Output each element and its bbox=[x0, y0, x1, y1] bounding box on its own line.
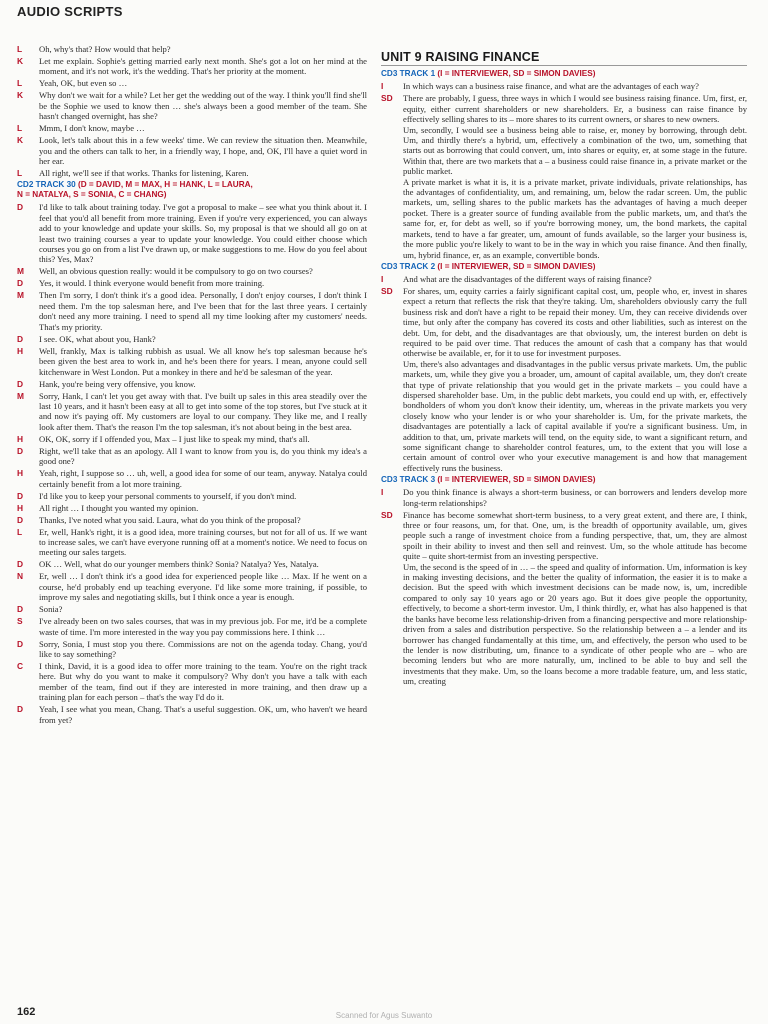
speaker-label: L bbox=[17, 44, 23, 54]
dialogue-text: Well, an obvious question really: would it be compulsory to go on two courses? bbox=[39, 266, 313, 277]
title-rule bbox=[381, 65, 747, 66]
dialogue-text: Why don't we wait for a while? Let her get the wedding out of the way. I think you'll find she'll be the Sophie we used to know then … she's always been a good member of the team. She hasn't changed overnight, has she? bbox=[39, 90, 367, 122]
dialogue-text: Yeah, OK, but even so … bbox=[39, 78, 128, 89]
unit-title: UNIT 9 RAISING FINANCE bbox=[381, 50, 540, 64]
paragraph: Finance has become somewhat short-term business, to a very great extent, and there are, I think, three or four reasons, um, for that. One, um, is the breadth of opportunity available, um, gives people such a range of investment choice from a funding perspective, that, um, they are almost spoilt in their ability to invest and then sell and reinvest. Um, so the whole attitude has become quite – quite short-termist from an investing perspective. bbox=[403, 509, 747, 562]
track-number: CD3 TRACK 3 bbox=[381, 475, 436, 485]
paragraph: Um, secondly, I would see a business being able to raise, er, money by borrowing, through debt. Um, and thirdly there's a hybrid, um, effectively a combination of the two, um, something that starts out as borrowing that could convert, um, into shares or equity, er, at some stage in the future. Within that, there are two markets that a – a business could raise finance in, a private market or the public market. bbox=[403, 124, 747, 177]
speaker-label: D bbox=[17, 333, 24, 344]
dialogue-text: Oh, why's that? How would that help? bbox=[39, 44, 171, 54]
dialogue-text: Sonia? bbox=[39, 604, 63, 615]
dialogue-text: I think, David, it is a good idea to offer more training to the team. You're on the right track here. But why do you want to make it compulsory? Why don't you have a talk with each member of the team, find out if they are interested in more training, and then draw up a training plan for each person – that's the way I'd do it. bbox=[39, 660, 367, 703]
dialogue-line bbox=[381, 487, 747, 508]
speaker-label: L bbox=[17, 123, 23, 134]
dialogue-line bbox=[17, 616, 367, 637]
dialogue-line bbox=[17, 434, 367, 444]
speaker-label: K bbox=[17, 135, 24, 146]
dialogue-text: Mmm, I don't know, maybe … bbox=[39, 123, 145, 134]
dialogue-line bbox=[17, 468, 367, 489]
speaker-label: H bbox=[17, 502, 24, 513]
paragraph: A private market is what it is, it is a private market, private individuals, private relationships, has the advantages of confidentiality, um, and remaining, um, below the radar screen. Um, the public markets, um, selling shares to the public markets has the advantages of having a much deeper pocket. There is a greater source of funding available from the public markets, um, and that's the same for, er, for debt as well, so if you're borrowing money, um, the bond markets, the capital markets, tend to have a far greater, um, amount of funds available, so the larger your business is, the more public you're likely to want to be in the way in which you raise finance. And then finally, um, hybrid finance, er, as an example, convertible bonds. bbox=[403, 176, 747, 260]
speaker-label: K bbox=[17, 90, 24, 101]
dialogue-text: Well, frankly, Max is talking rubbish as usual. We all know he's top salesman because he's been given the best area to work in, and he's been there for years. I mean, anyone could sell kitchenware in West London. Put a monkey in there and he'd be salesman of the year. bbox=[39, 345, 367, 377]
track-number: CD3 TRACK 2 bbox=[381, 261, 436, 271]
speaker-label: M bbox=[17, 266, 24, 277]
dialogue-line bbox=[17, 515, 367, 525]
dialogue-text: Let me explain. Sophie's getting married early next month. She's got a lot on her mind at the moment, and it's not work, it's the wedding. That's her priority at the moment. bbox=[39, 56, 367, 77]
dialogue-line bbox=[17, 90, 367, 121]
dialogue-text: Er, well … I don't think it's a good idea for experienced people like … Max. If he went on a course, he'd probably end up teaching everyone. I'd like some more training, if possible, to improve my sales and negotiating skills, but I think once a year is enough. bbox=[39, 571, 367, 603]
speaker-label: K bbox=[17, 56, 24, 66]
dialogue-text: I'd like you to keep your personal comments to yourself, if you don't mind. bbox=[39, 490, 297, 501]
speaker-key: (I = INTERVIEWER, SD = SIMON DAVIES) bbox=[437, 475, 596, 485]
dialogue-text bbox=[403, 487, 747, 508]
dialogue-line bbox=[17, 346, 367, 377]
dialogue-text: Then I'm sorry, I don't think it's a good idea. Personally, I don't enjoy courses, I don't think I need them. I'm the top salesman here, and I've been that for the last three years. I certainly don't need any more training. I need to spend all my time looking after my customers' needs. That's my priority. bbox=[39, 290, 367, 332]
speaker-key: N = NATALYA, S = SONIA, C = CHANG) bbox=[17, 190, 167, 200]
speaker-label: SD bbox=[381, 509, 393, 520]
dialogue-line bbox=[17, 266, 367, 276]
dialogue-line bbox=[17, 278, 367, 288]
dialogue-text: Look, let's talk about this in a few weeks' time. We can review the situation then. Meanwhile, you and the others can talk to her, in a friendly way, I hope, and, OK, I'll have a quiet word in her ear. bbox=[39, 135, 367, 167]
dialogue-text: All right, we'll see if that works. Thanks for listening, Karen. bbox=[39, 168, 249, 179]
speaker-label: S bbox=[17, 616, 23, 627]
dialogue-text: Yeah, right, I suppose so … uh, well, a good idea for some of our team, anyway. Natalya could certainly benefit from a lot more training. bbox=[39, 468, 367, 489]
dialogue-line bbox=[17, 446, 367, 467]
dialogue-line bbox=[17, 123, 367, 133]
speaker-label: I bbox=[381, 273, 384, 284]
speaker-label: D bbox=[17, 202, 24, 213]
dialogue-text: Thanks, I've noted what you said. Laura, what do you think of the proposal? bbox=[39, 514, 301, 525]
dialogue-line bbox=[17, 56, 367, 77]
dialogue-line bbox=[17, 527, 367, 558]
speaker-label: D bbox=[17, 704, 24, 715]
speaker-label: SD bbox=[381, 93, 393, 104]
speaker-label: I bbox=[381, 81, 384, 92]
speaker-label: L bbox=[17, 526, 23, 537]
dialogue-text: OK … Well, what do our younger members think? Sonia? Natalya? Yes, Natalya. bbox=[39, 559, 319, 570]
dialogue-line bbox=[17, 559, 367, 569]
scan-note: Scanned for Agus Suwanto bbox=[335, 1011, 433, 1020]
dialogue-text: I've already been on two sales courses, that was in my previous job. For me, it'd be a complete waste of time. I'm more interested in the way you pay commissions here. I think … bbox=[39, 616, 367, 637]
dialogue-line bbox=[17, 44, 367, 54]
dialogue-line bbox=[17, 391, 367, 433]
dialogue-line bbox=[17, 604, 367, 614]
speaker-key: (I = INTERVIEWER, SD = SIMON DAVIES) bbox=[437, 69, 596, 79]
dialogue-text: Yeah, I see what you mean, Chang. That's a useful suggestion. OK, um, who haven't we heard from yet? bbox=[39, 704, 367, 725]
dialogue-text: Sorry, Sonia, I must stop you there. Commissions are not on the agenda today. Chang, you'd like to say something? bbox=[39, 638, 367, 659]
speaker-label: D bbox=[17, 490, 24, 501]
dialogue-line bbox=[17, 78, 367, 88]
dialogue-text: Right, we'll take that as an apology. All I want to know from you is, do you think my idea's a good one? bbox=[39, 445, 367, 467]
speaker-label: M bbox=[17, 290, 24, 301]
speaker-label: H bbox=[17, 345, 24, 356]
dialogue-line bbox=[381, 286, 747, 473]
track-number: CD2 TRACK 30 bbox=[17, 180, 76, 190]
dialogue-text bbox=[403, 93, 747, 260]
dialogue-line bbox=[17, 168, 367, 178]
speaker-label: H bbox=[17, 468, 24, 479]
track-heading bbox=[381, 69, 747, 79]
dialogue-line bbox=[17, 379, 367, 389]
speaker-label: H bbox=[17, 433, 24, 444]
speaker-label: D bbox=[17, 559, 24, 570]
paragraph: In which ways can a business raise finance, and what are the advantages of each way? bbox=[403, 81, 699, 92]
speaker-label: I bbox=[381, 487, 384, 498]
dialogue-line bbox=[381, 93, 747, 260]
speaker-label: M bbox=[17, 390, 24, 401]
dialogue-line bbox=[17, 503, 367, 513]
dialogue-line bbox=[17, 334, 367, 344]
dialogue-text: Hank, you're being very offensive, you know. bbox=[39, 378, 196, 389]
speaker-label: D bbox=[17, 604, 24, 615]
dialogue-line bbox=[381, 510, 747, 687]
dialogue-text: Yes, it would. I think everyone would benefit from more training. bbox=[39, 278, 265, 289]
dialogue-line bbox=[17, 661, 367, 703]
left-column bbox=[17, 44, 367, 727]
page-number: 162 bbox=[17, 1006, 36, 1018]
dialogue-text: All right … I thought you wanted my opinion. bbox=[39, 502, 199, 513]
paragraph: Um, there's also advantages and disadvantages in the public versus private markets. Um, the public markets, um, while they give you a broader, um, amount of capital available, um, they don't create that type of private relationship that you would get in the private markets – you could have a dispersed shareholder base. Um, in the public debt markets, you could end up with, er, effectively bondholders of whom you don't know their identity, um, whereas in the private markets you very closely know who your lender is or who your shareholder is. Um, for the private markets, the disadvantages are potentially a lack of capital available if you're a significant business. Um, in addition to that, um, private markets will tend, on the equity side, to want a significant return, and some significant change to shareholder control features, um, to the extent that you will lose a certain amount of control over who your executive management is and how that management effectively runs the business. bbox=[403, 358, 747, 473]
speaker-label: L bbox=[17, 168, 23, 179]
speaker-label: N bbox=[17, 571, 24, 582]
track-heading bbox=[381, 262, 747, 272]
dialogue-line bbox=[17, 202, 367, 264]
track-heading bbox=[381, 475, 747, 485]
dialogue-line bbox=[17, 639, 367, 660]
speaker-label: D bbox=[17, 638, 24, 649]
dialogue-line bbox=[381, 81, 747, 91]
dialogue-line bbox=[17, 491, 367, 501]
paragraph: For shares, um, equity carries a fairly significant capital cost, um, people who, er, invest in shares expect a return that reflects the risk that they're taking. Um, shareholders obviously carry the full business risk and don't have a right to be repaid their money. Um, they can receive dividends over time, but only after the company has covered its costs and other liabilities, such as interest on the debt. Um, for debt, and the disadvantages are that obviously, um, the interest burden on debt is required to be paid over time. That reduces the amount of cash that a company has that would otherwise be available, er, for it to use for investment purposes. bbox=[403, 285, 747, 359]
speaker-label: L bbox=[17, 78, 23, 89]
dialogue-text: Er, well, Hank's right, it is a good idea, more training courses, but not for all of us. If we want to increase sales, we can't have everyone running off at a moment's notice. We need to focus on meeting our sales targets. bbox=[39, 526, 367, 558]
speaker-label: C bbox=[17, 660, 24, 671]
speaker-label: D bbox=[17, 445, 24, 456]
dialogue-text bbox=[403, 81, 747, 91]
dialogue-line bbox=[17, 704, 367, 725]
track-heading bbox=[17, 180, 367, 200]
dialogue-line bbox=[381, 274, 747, 284]
dialogue-text bbox=[403, 286, 747, 473]
dialogue-text: I see. OK, what about you, Hank? bbox=[39, 333, 156, 344]
dialogue-text bbox=[403, 510, 747, 687]
dialogue-text bbox=[403, 274, 747, 284]
paragraph: Um, the second is the speed of in … – the speed and quality of information. Um, information is key in making investing decisions, and the better the quality of information, the easier it is to make a decision. But the speed with which investment decisions can be made now, is, um, incredible compared to only say 10 years ago or 20 years ago. But it does give people the opportunity, effectively, to become a short-term investor. Um, I think thirdly, er, what has also happened is that the banks have become less relationship-driven from a financing perspective and more relationship-driven from a sales and distribution perspective. So the relationship between a – a lender and its borrower has changed fundamentally at this time, um, and effectively, the person who used to be the lender is now distributing, um, finance to a syndicate of other people who are – who are becoming lenders but who are more naturally, um, inclined to be able to buy and sell the investments that they make. Um, so the loans become a more tradable feature, um, and less static, um, creating bbox=[403, 561, 747, 687]
speaker-key: (D = DAVID, M = MAX, H = HANK, L = LAURA, bbox=[77, 180, 253, 190]
dialogue-text: Sorry, Hank, I can't let you get away with that. I've built up sales in this area steadily over the last 10 years, and it hasn't been easy at all to get into some of the top stores, but I've stuck at it and now it's paying off. My customers are loyal to our company. They like me, and I really look after them. That's the reason I'm the top salesman, it's not about being in the best area. bbox=[39, 390, 367, 432]
paragraph: There are probably, I guess, three ways in which I would see business raising finance. Um, first, er, equity, either current shareholders or new shareholders. Er, a business can raise finance by effectively selling shares to its – more shares to its current owners, or shares to new owners. bbox=[403, 93, 747, 125]
right-column bbox=[381, 52, 747, 688]
dialogue-line bbox=[17, 571, 367, 602]
dialogue-text: I'd like to talk about training today. I've got a proposal to make – see what you think about it. I feel that you'd all benefit from more training. Even if you're very experienced, you can always add to your knowledge and update your skills. So, my proposal is that we should all go on at least two training courses a year to update your knowledge. You could either choose which courses you go on from a list I've drawn up, or make suggestions to me. How do you feel about this? Yes, Max? bbox=[39, 202, 367, 265]
speaker-label: D bbox=[17, 378, 24, 389]
speaker-label: D bbox=[17, 514, 24, 525]
dialogue-line bbox=[17, 290, 367, 332]
paragraph: Do you think finance is always a short-term business, or can borrowers and lenders develop more long-term relationships? bbox=[403, 487, 747, 508]
speaker-label: SD bbox=[381, 285, 393, 296]
speaker-label: D bbox=[17, 278, 24, 289]
speaker-key: (I = INTERVIEWER, SD = SIMON DAVIES) bbox=[437, 261, 596, 271]
dialogue-line bbox=[17, 135, 367, 166]
dialogue-text: OK, OK, sorry if I offended you, Max – I just like to speak my mind, that's all. bbox=[39, 433, 310, 444]
track-number: CD3 TRACK 1 bbox=[381, 69, 436, 79]
running-head: AUDIO SCRIPTS bbox=[17, 4, 123, 19]
paragraph: And what are the disadvantages of the different ways of raising finance? bbox=[403, 273, 652, 284]
